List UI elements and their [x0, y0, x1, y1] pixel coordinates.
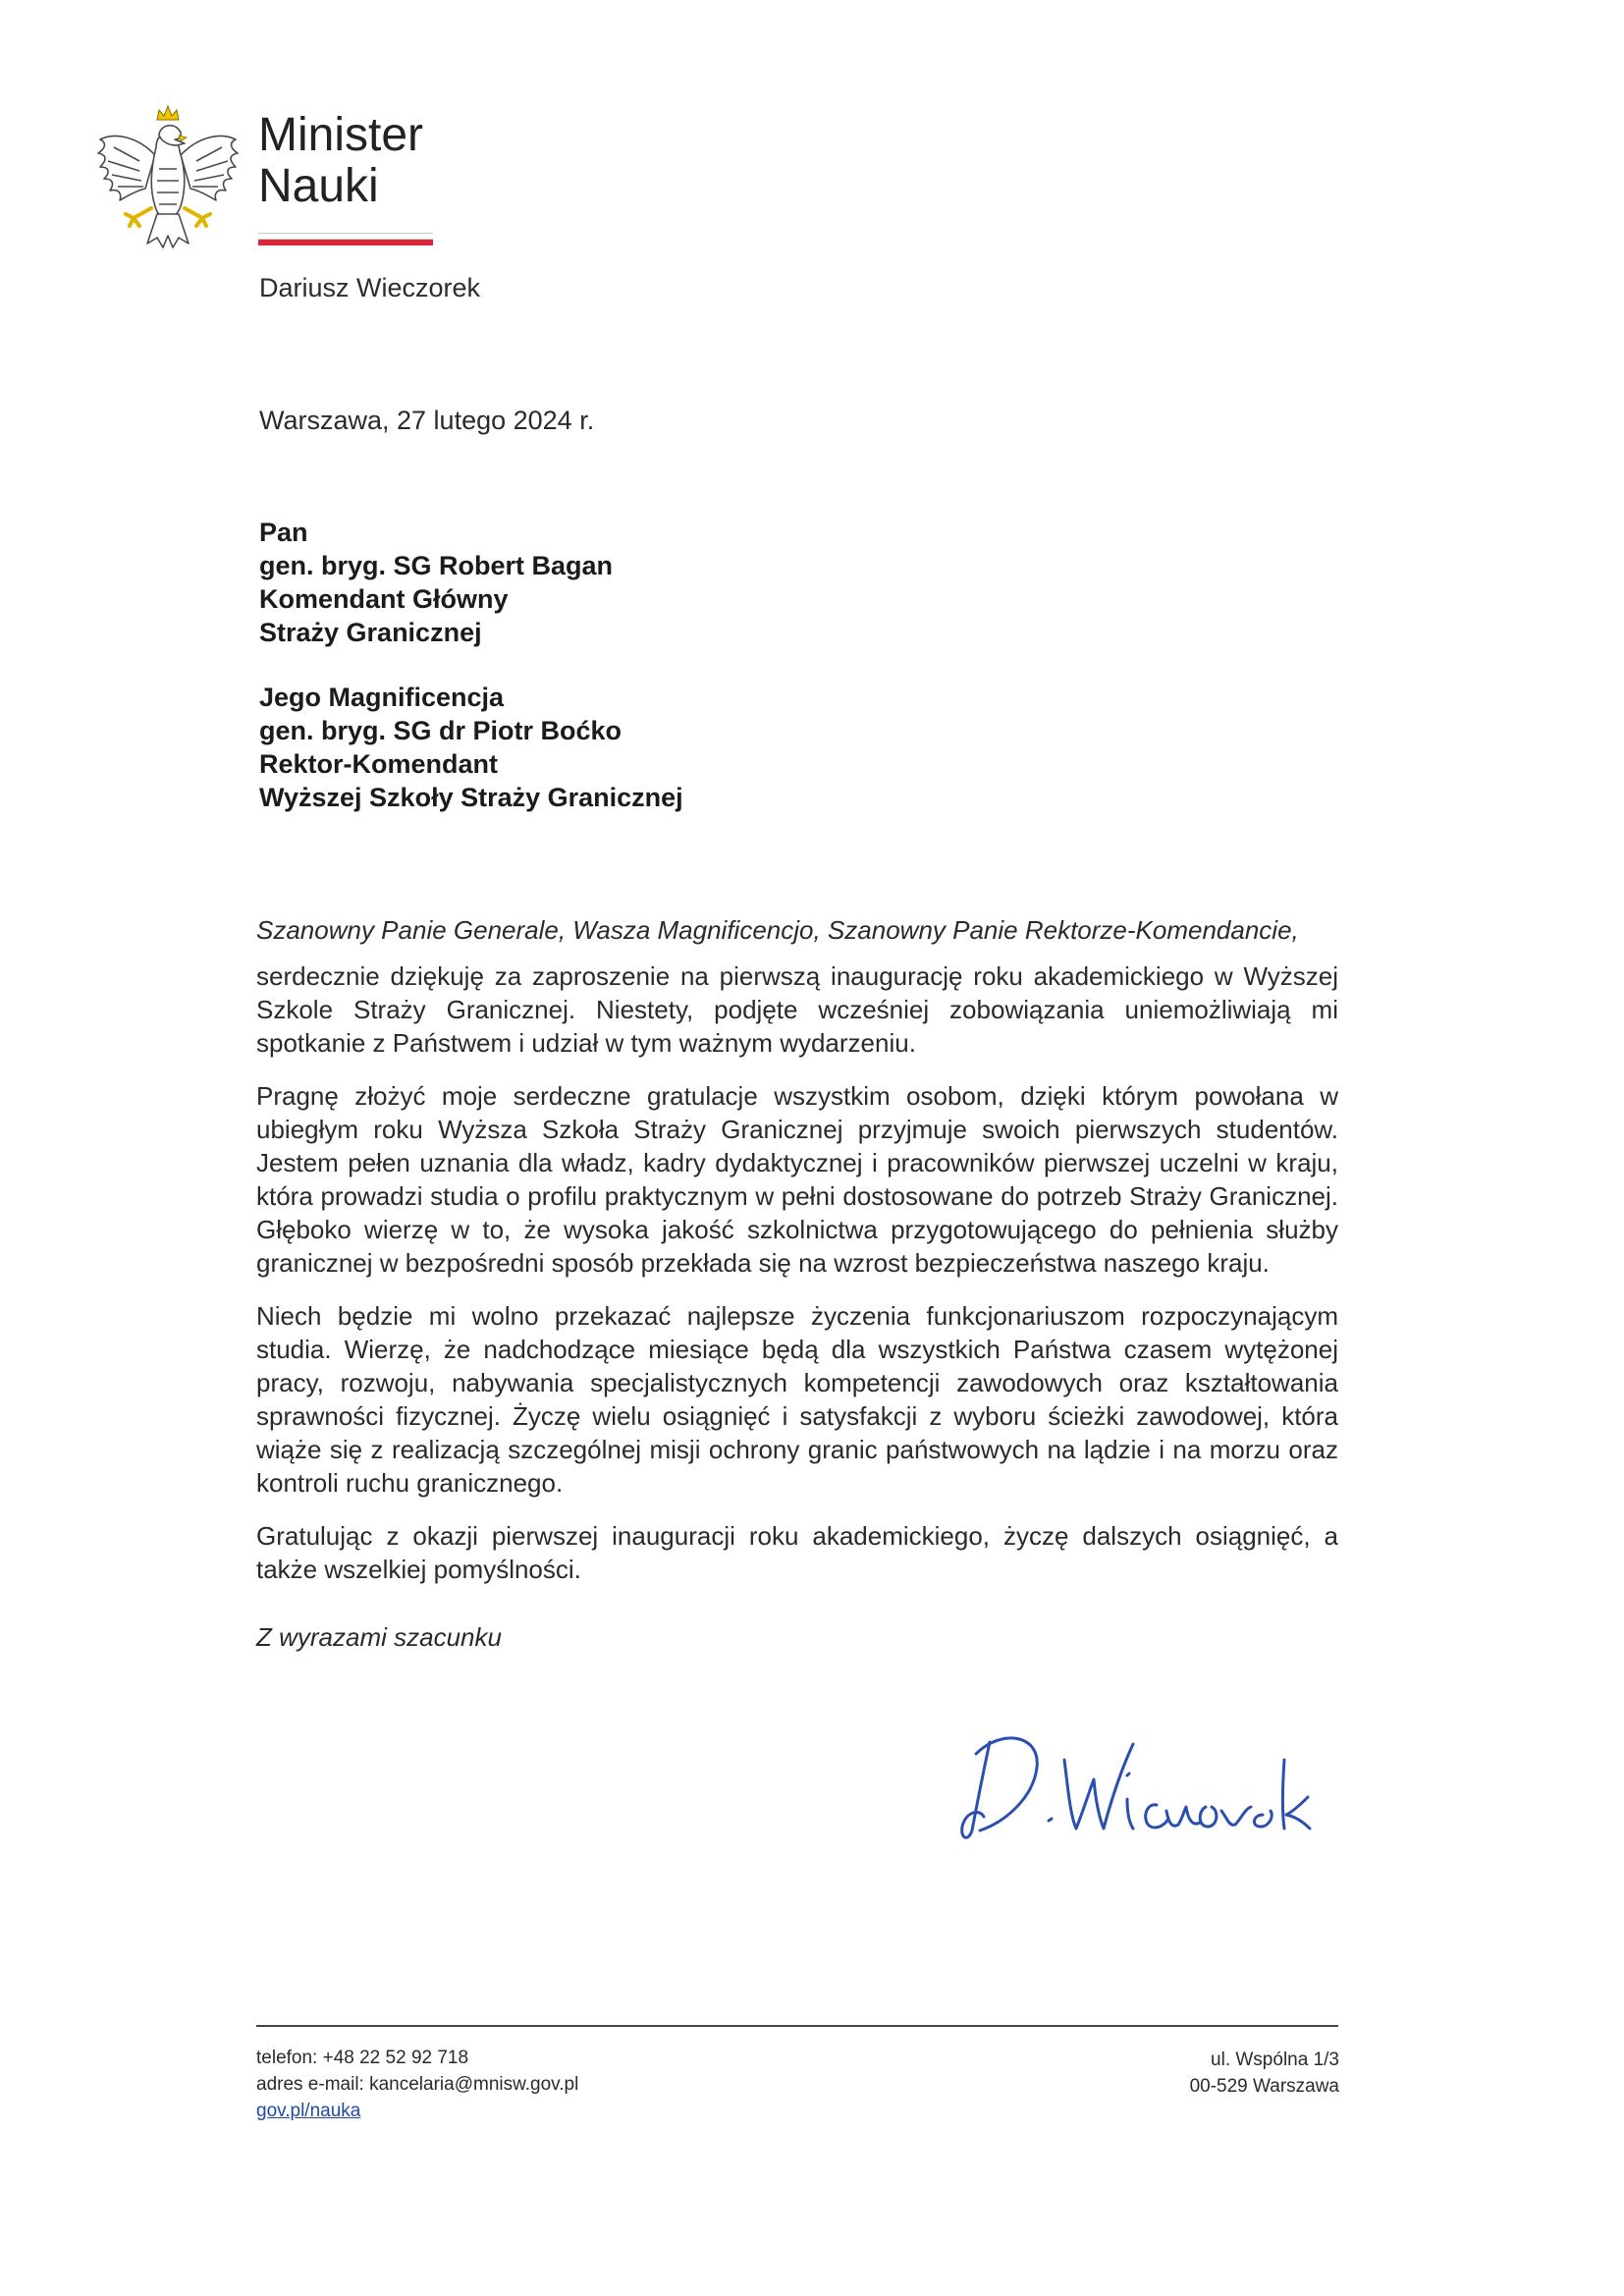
flag-stripes [258, 233, 433, 246]
addressee-line: Komendant Główny [259, 584, 509, 614]
footer-phone: telefon: +48 22 52 92 718 [256, 2048, 469, 2068]
salutation: Szanowny Panie Generale, Wasza Magnificencjo, Szanowny Panie Rektorze-Komendancie, [256, 915, 1299, 945]
addressee-line: Jego Magnificencja [259, 683, 505, 712]
letter-date: Warszawa, 27 lutego 2024 r. [259, 406, 595, 435]
flag-white-stripe [258, 233, 433, 240]
addressee-line: Rektor-Komendant [259, 749, 499, 779]
body-paragraph: Niech będzie mi wolno przekazać najlepsze życzenia funkcjonariuszom rozpoczynającym studia. Wierzę, że nadchodzące miesiące będą dla wszystkich Państwa czasem wytężonej pracy, rozwoju, nabywania specjalistycznych kompetencji zawodowych oraz kształtowania sprawności fizycznej. Życzę wielu osiągnięć i satysfakcji z wyboru ścieżki zawodowej, która wiąże się z realizacją szczególnej misji ochrony granic państwowych na lądzie i na morzu oraz kontroli ruchu granicznego. [256, 1301, 1338, 1498]
signature [954, 1721, 1318, 1848]
minister-name: Dariusz Wieczorek [259, 273, 481, 302]
footer-website-link[interactable]: gov.pl/nauka [256, 2101, 361, 2121]
footer-address [1090, 2047, 1339, 2100]
addressee-block [259, 681, 683, 814]
ministry-title [258, 110, 423, 212]
addressee-line: Pan [259, 518, 308, 547]
flag-red-stripe [258, 240, 433, 246]
footer-contact [256, 2045, 578, 2124]
ministry-title-line2: Nauki [258, 160, 379, 212]
body-paragraph: serdecznie dziękuję za zaproszenie na pierwszą inaugurację roku akademickiego w Wyższej Szkole Straży Granicznej. Niestety, podjęte wcześniej zobowiązania uniemożliwiają mi spotkanie z Państwem i udział w tym ważnym wydarzeniu. [256, 961, 1338, 1058]
footer-email: adres e-mail: kancelaria@mnisw.gov.pl [256, 2074, 579, 2095]
addressee-line: gen. bryg. SG dr Piotr Boćko [259, 716, 623, 745]
footer-street: ul. Wspólna 1/3 [1211, 2050, 1339, 2070]
polish-eagle-emblem-icon [94, 98, 242, 255]
footer-city: 00-529 Warszawa [1189, 2076, 1339, 2097]
ministry-title-line1: Minister [258, 109, 424, 161]
body-paragraph: Gratulując z okazji pierwszej inauguracji roku akademickiego, życzę dalszych osiągnięć, a także wszelkiej pomyślności. [256, 1521, 1338, 1584]
addressee-line: Wyższej Szkoły Straży Granicznej [259, 783, 683, 812]
addressee-line: gen. bryg. SG Robert Bagan [259, 551, 614, 580]
letter-body [256, 959, 1338, 1606]
addressee-block [259, 516, 683, 649]
footer-divider [256, 2025, 1338, 2027]
body-paragraph: Pragnę złożyć moje serdeczne gratulacje wszystkim osobom, dzięki którym powołana w ubiegłym roku Wyższa Szkoła Straży Granicznej przyjmuje swoich pierwszych studentów. Jestem pełen uznania dla władz, kadry dydaktycznej i pracowników pierwszej uczelni w kraju, która prowadzi studia o profilu praktycznym w pełni dostosowane do potrzeb Straży Granicznej. Głęboko wierzę w to, że wysoka jakość szkolnictwa przygotowującego do pełnienia służby granicznej w bezpośredni sposób przekłada się na wzrost bezpieczeństwa naszego kraju. [256, 1081, 1338, 1278]
addressee-line: Straży Granicznej [259, 618, 482, 647]
closing: Z wyrazami szacunku [256, 1622, 502, 1652]
addressee-section [259, 516, 683, 846]
